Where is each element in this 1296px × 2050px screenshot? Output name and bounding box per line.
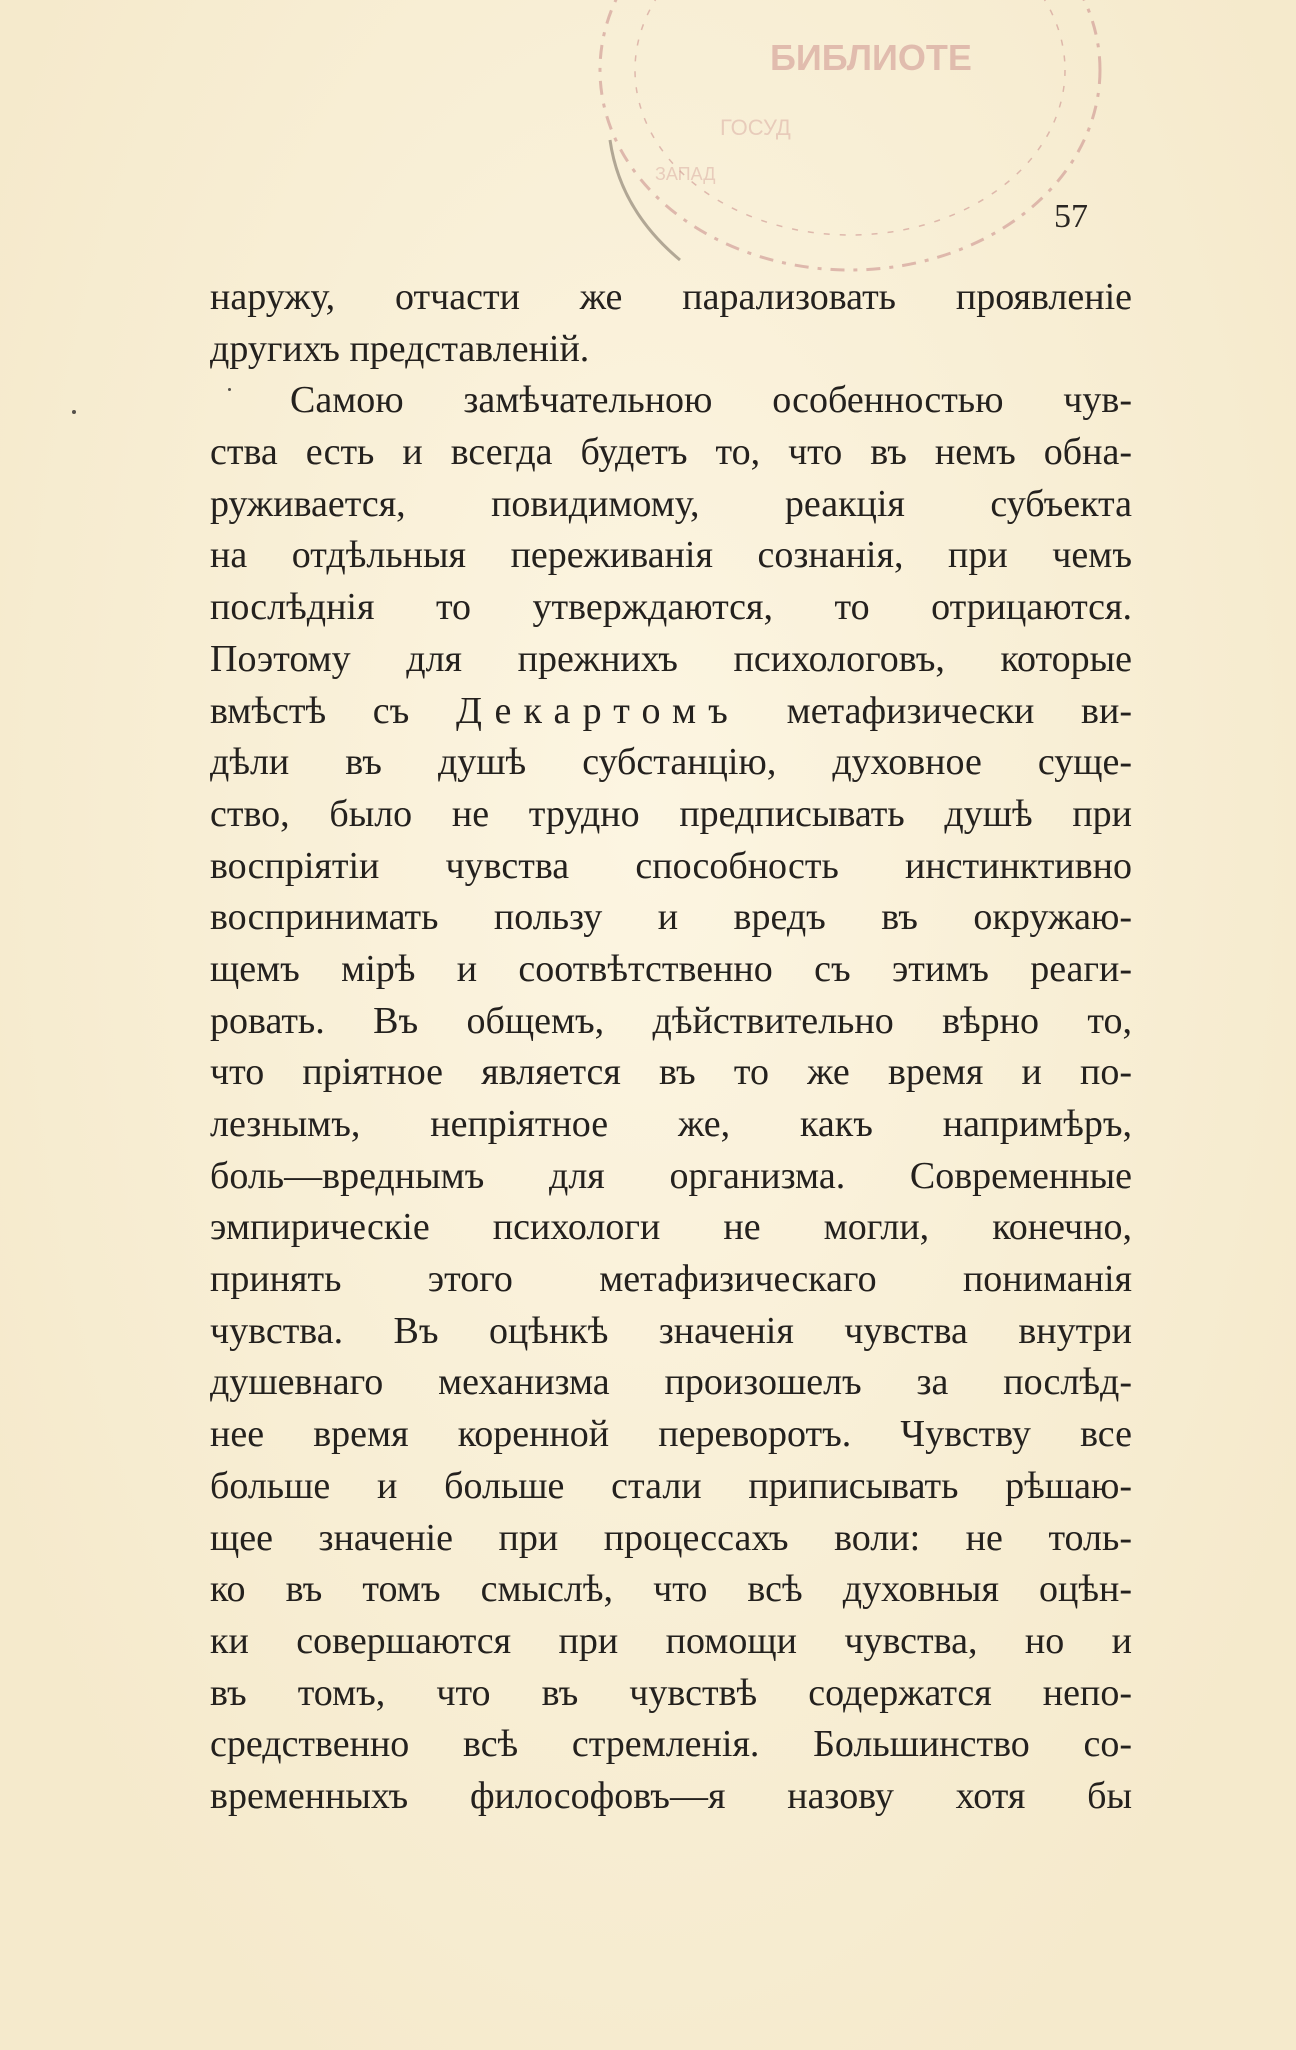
text-line: боль—вреднымъ для организма. Современные <box>210 1154 1132 1197</box>
text-line: ство, было не трудно предписывать душѣ при <box>210 792 1132 835</box>
text-line: на отдѣльныя переживанія сознанія, при чемъ <box>210 534 1132 577</box>
body-text <box>210 272 1132 1823</box>
text-line: ровать. Въ общемъ, дѣйствительно вѣрно то, <box>210 999 1132 1042</box>
text-line: наружу, отчасти же парализовать проявленіе <box>210 276 1132 318</box>
text-line: больше и больше стали приписывать рѣшаю- <box>210 1464 1132 1507</box>
text-line: что пріятное является въ то же время и по- <box>210 1051 1132 1094</box>
text-line: въ томъ, что въ чувствѣ содержатся непо- <box>210 1671 1132 1714</box>
stamp-text-top: БИБЛИОТЕ <box>770 37 972 78</box>
text-line: лезнымъ, непріятное же, какъ напримѣръ, <box>210 1103 1132 1145</box>
text-line: послѣднія то утверждаются, то отрицаются. <box>210 586 1132 629</box>
text-line: ко въ томъ смыслѣ, что всѣ духовныя оцѣн- <box>210 1568 1132 1611</box>
text-line: душевнаго механизма произошелъ за послѣд- <box>210 1361 1132 1404</box>
text-line: Поэтому для прежнихъ психологовъ, которые <box>210 637 1132 680</box>
text-line: другихъ представленій. <box>210 327 590 370</box>
text-line: Самою замѣчательною особенностью чув- <box>290 379 1132 422</box>
text-line: щее значеніе при процессахъ воли: не толь- <box>210 1516 1132 1559</box>
text-line: щемъ мірѣ и соотвѣтственно съ этимъ реаги- <box>210 947 1132 990</box>
text-line: воспринимать пользу и вредъ въ окружаю- <box>210 896 1132 939</box>
text-line: ства есть и всегда будетъ то, что въ немъ обна- <box>210 431 1132 474</box>
stamp-text-mid: ГОСУД <box>720 115 791 140</box>
text-line: чувства. Въ оцѣнкѣ значенія чувства внутри <box>210 1309 1132 1352</box>
text-line: вмѣстѣ съ Декартомъ метафизически ви- <box>210 689 1132 732</box>
text-line: воспріятіи чувства способность инстинктивно <box>210 844 1132 887</box>
text-line: принять этого метафизическаго пониманія <box>210 1258 1132 1301</box>
text-line: руживается, повидимому, реакція субъекта <box>210 482 1132 525</box>
stamp-text-low: ЗАПАД <box>655 164 716 184</box>
text-line: временныхъ философовъ—я назову хотя бы <box>210 1774 1132 1817</box>
author-name-spaced: Декартомъ <box>455 689 740 732</box>
text-line: средственно всѣ стремленія. Большинство со- <box>210 1723 1132 1766</box>
library-stamp <box>570 0 1130 280</box>
page-number: 57 <box>1054 198 1088 235</box>
text-line: ки совершаются при помощи чувства, но и <box>210 1619 1132 1662</box>
ink-speck <box>228 388 231 391</box>
text-line: эмпирическіе психологи не могли, конечно, <box>210 1206 1132 1249</box>
ink-speck <box>72 410 76 414</box>
text-line: нее время коренной переворотъ. Чувству все <box>210 1413 1132 1456</box>
text-line: дѣли въ душѣ субстанцію, духовное суще- <box>210 741 1132 784</box>
